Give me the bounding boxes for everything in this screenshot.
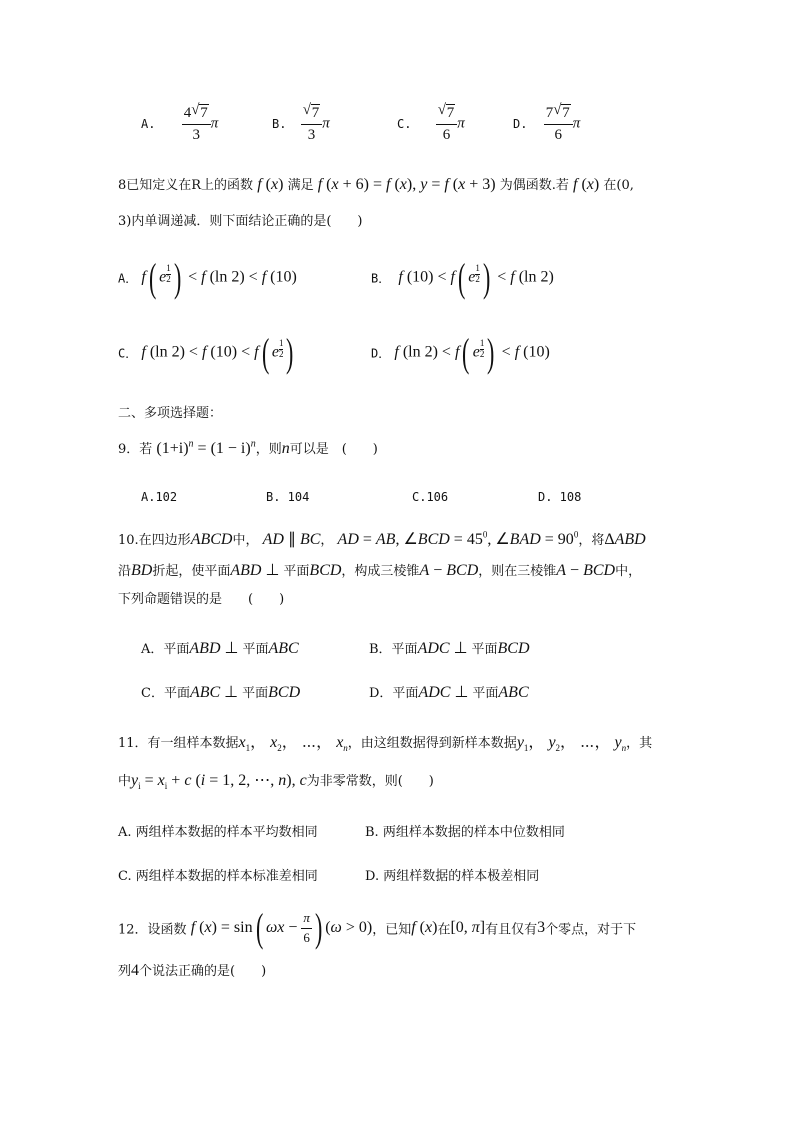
option-label: D. — [513, 117, 528, 131]
q10-text: 沿 — [118, 564, 132, 579]
q12-text: 有且仅有 — [485, 922, 538, 938]
plane-name: ADC — [417, 640, 450, 657]
q12-text: 列 — [118, 964, 132, 979]
q9-option-b[interactable]: B. 104 — [266, 490, 310, 504]
q12-text: 个零点，对于下 — [545, 922, 637, 938]
option-label: A. — [141, 117, 156, 131]
q7-option-c[interactable] — [397, 102, 465, 143]
option-text: 平面 — [471, 642, 498, 657]
q8-option-d[interactable]: D． f (ln 2) < f( e $\frac{1}{2}$ ) < f (10) — [371, 330, 550, 375]
math-n: n — [281, 440, 290, 457]
q10-text: 10.在四边形 — [118, 533, 191, 548]
q8-text: 在(0, — [603, 178, 634, 193]
q11-option-b[interactable]: B. 两组样本数据的样本中位数相同 — [365, 825, 565, 840]
section-title: 二、多项选择题： — [118, 406, 223, 421]
q12-text: 在 — [437, 922, 451, 938]
q7-option-b[interactable] — [272, 102, 330, 143]
option-label: A．平面 — [141, 642, 190, 657]
q12-text: 12．设函数 — [118, 922, 187, 938]
q10-option-d[interactable]: D．平面ADC ⊥ 平面ABC — [369, 684, 529, 701]
q11-text: 11．有一组样本数据 — [118, 736, 239, 751]
q11-option-c[interactable]: C. 两组样本数据的样本标准差相同 — [118, 869, 318, 884]
plane-name: ABC — [498, 684, 529, 701]
q12-number: 3 — [537, 919, 546, 936]
q9-option-c[interactable]: C.106 — [412, 490, 449, 504]
option-label: C. — [397, 117, 412, 131]
q8-stem-line1 — [118, 174, 634, 194]
q12-text: 个说法正确的是( ) — [139, 964, 267, 979]
q11-text: 中 — [118, 774, 132, 789]
q9-text: 9．若 — [118, 442, 153, 457]
q11-line1: 11．有一组样本数据$x_1$， $x_2$， ⋯， $x_n$，由这组数据得到新样本数据$y_1$， $y_2$， ⋯， $y_n$，其 — [118, 734, 653, 754]
q12-line2 — [118, 960, 266, 980]
q10-option-c[interactable]: C．平面ABC ⊥ 平面BCD — [141, 684, 301, 701]
option-text: 平面 — [242, 642, 269, 657]
q10-line3: 下列命题错误的是 ( ) — [118, 592, 285, 607]
q10-text: 折起，使平面 — [152, 564, 231, 579]
option-label: A． — [118, 271, 138, 286]
option-label: B. — [272, 117, 287, 131]
q11-line2: 中$y_i = x_i + c$ (i = 1, 2, ⋯, n), c为非零常数，则( ) — [118, 772, 434, 792]
option-label: B． — [371, 271, 391, 286]
plane-name: BCD — [497, 640, 530, 657]
q8-option-c[interactable]: C． f (ln 2) < f (10) < f( e $\frac{1}{2}$ ) — [118, 330, 294, 375]
q9-text: ，则 — [255, 442, 282, 457]
math-periodic: f (x + 6) = f (x), y = f (x + 3) — [317, 176, 496, 193]
option-label: C． — [118, 346, 138, 361]
pi-symbol: π — [210, 115, 219, 132]
q11-text: ，由这组数据得到新样本数据 — [347, 736, 517, 751]
plane-name: ABC — [268, 640, 299, 657]
q8-text: 满足 — [287, 178, 314, 193]
q9-text: 可以是 ( ) — [289, 442, 378, 457]
q9-option-a[interactable]: A.102 — [141, 490, 178, 504]
q10-text: ，将 — [578, 533, 605, 548]
q10-text: 平面 — [283, 564, 310, 579]
pi-symbol: π — [572, 115, 581, 132]
q12-number: 4 — [131, 962, 140, 979]
fraction: 4 √ 7 3 — [182, 105, 211, 143]
q8-text: 8已知定义在R上的函数 — [118, 178, 254, 193]
fraction: √ 7 3 — [301, 105, 323, 143]
q8-option-b[interactable]: B． f (10) < f( e $\frac{1}{2}$ ) < f (ln 2) — [371, 255, 554, 300]
q10-text: ，构成三棱锥 — [341, 564, 420, 579]
option-text: 平面 — [242, 686, 269, 701]
q10-option-b[interactable]: B．平面ADC ⊥ 平面BCD — [369, 640, 530, 657]
q10-text: 中， — [615, 564, 642, 579]
q11-text: 为非零常数，则( ) — [306, 774, 434, 789]
q10-text: 中， — [232, 533, 259, 548]
fraction: 7 √ 7 6 — [544, 105, 573, 143]
q8-text: 为偶函数.若 — [499, 178, 569, 193]
q11-option-a[interactable]: A. 两组样本数据的样本平均数相同 — [118, 825, 318, 840]
q10-line1: 10.在四边形ABCD中， AD ∥ BC， AD = AB, ∠BCD = $45^0$, ∠BAD = $90^0$，将ΔABD — [118, 529, 646, 548]
q12-line1: 12．设函数 f (x) = sin( ωx − $\frac{\pi}{6}$ ) (ω > 0)，已知f (x)在[0, π]有且仅有3个零点，对于下 — [118, 905, 637, 950]
math-complex: $(1+i)^n = (1 - i)^n$ — [156, 438, 256, 457]
plane-name: ABC — [189, 684, 221, 701]
q11-text: ，其 — [626, 736, 653, 751]
q8-option-a[interactable]: A． f( e $\frac{1}{2}$ ) < f (ln 2) < f (10) — [118, 255, 297, 300]
q10-option-a[interactable]: A．平面ABD ⊥ 平面ABC — [141, 640, 299, 657]
option-text: 平面 — [472, 686, 499, 701]
q9-option-d[interactable]: D. 108 — [538, 490, 582, 504]
q9-stem — [118, 438, 378, 458]
plane-name: ABD — [189, 640, 221, 657]
math-fx: f (x) — [257, 176, 284, 193]
q11-option-d[interactable]: D. 两组样数据的样本极差相同 — [365, 869, 540, 884]
pi-symbol: π — [457, 115, 465, 132]
option-label: C．平面 — [141, 686, 190, 701]
q10-line2: 沿BD折起，使平面ABD ⊥ 平面BCD，构成三棱锥A − BCD，则在三棱锥A − BCD中， — [118, 562, 642, 579]
q12-text: ，已知 — [372, 922, 412, 938]
q7-option-d[interactable] — [513, 102, 581, 143]
q10-text: ，则在三棱锥 — [478, 564, 557, 579]
plane-name: ADC — [418, 684, 451, 701]
fraction: √ 7 6 — [436, 105, 458, 143]
plane-name: BCD — [268, 684, 301, 701]
q7-option-a[interactable] — [141, 102, 219, 143]
q8-stem-line2: 3)内单调递减．则下面结论正确的是( ) — [118, 214, 363, 229]
option-label: B．平面 — [369, 642, 418, 657]
option-label: D．平面 — [369, 686, 419, 701]
option-label: D． — [371, 346, 391, 361]
math-fx: f (x) — [573, 176, 600, 193]
pi-symbol: π — [322, 115, 330, 132]
